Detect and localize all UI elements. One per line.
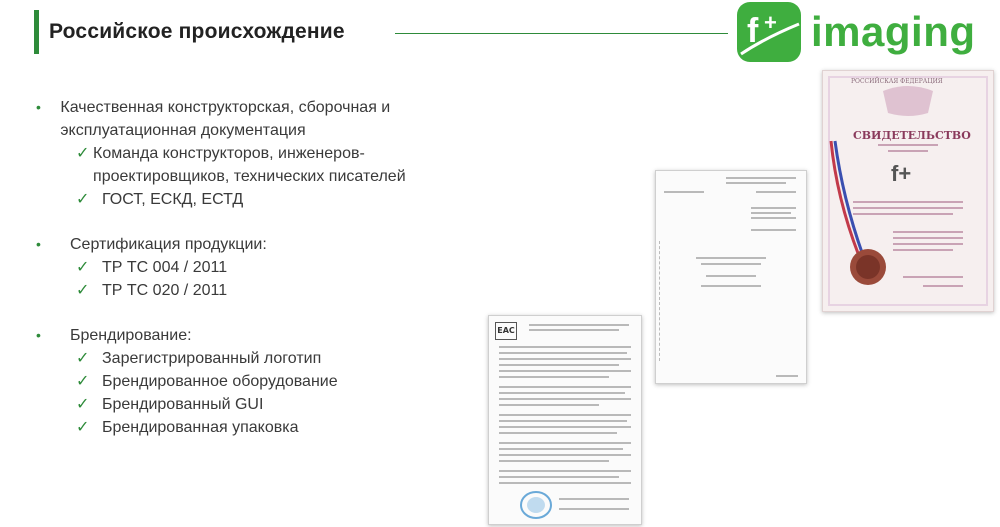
emblem-icon bbox=[883, 86, 933, 116]
section-label: Сертификация продукции: bbox=[70, 236, 267, 253]
eac-mark-icon: ЕАС bbox=[495, 322, 517, 340]
section-label: Качественная конструкторская, сборочная и эксплуатационная документация bbox=[60, 99, 391, 139]
doc-text-line bbox=[499, 414, 631, 416]
doc-text-line bbox=[726, 182, 786, 184]
blue-stamp-icon bbox=[519, 490, 553, 520]
certificate-art bbox=[823, 71, 993, 311]
check-mark-icon: ✓ bbox=[76, 145, 90, 162]
section-branding bbox=[36, 324, 476, 439]
doc-text-line bbox=[751, 217, 796, 219]
sub-list-item bbox=[36, 347, 476, 370]
check-mark-icon: ✓ bbox=[76, 419, 90, 436]
doc-text-line bbox=[499, 392, 625, 394]
section-label: Брендирование: bbox=[70, 327, 192, 344]
sub-item-label: ТР ТС 020 / 2011 bbox=[102, 282, 228, 299]
doc-text-line bbox=[499, 398, 631, 400]
sub-list-item bbox=[36, 393, 476, 416]
doc-text-line bbox=[499, 476, 619, 478]
check-mark-icon: ✓ bbox=[76, 396, 90, 413]
title-divider bbox=[395, 33, 728, 34]
doc-text-line bbox=[559, 508, 629, 510]
doc-text-line bbox=[529, 329, 619, 331]
technical-document bbox=[655, 170, 807, 384]
doc-text-line bbox=[499, 386, 631, 388]
check-mark-icon: ✓ bbox=[76, 350, 90, 367]
trademark-certificate-document bbox=[822, 70, 994, 312]
bullet-dot-icon: • bbox=[36, 236, 41, 252]
list-item bbox=[36, 96, 476, 142]
sub-item-label: Брендированный GUI bbox=[102, 396, 264, 413]
sub-item-label: Брендированная упаковка bbox=[102, 419, 299, 436]
check-mark-icon: ✓ bbox=[76, 373, 90, 390]
doc-text-line bbox=[499, 364, 619, 366]
certificate-logo-mark: f+ bbox=[891, 161, 912, 186]
title-bar bbox=[34, 10, 345, 54]
imaging-logo bbox=[737, 2, 976, 62]
doc-text-line bbox=[499, 460, 609, 462]
sub-list-item bbox=[36, 416, 476, 439]
doc-text-line bbox=[751, 212, 791, 214]
content-list bbox=[36, 96, 476, 461]
check-mark-icon: ✓ bbox=[76, 259, 90, 276]
list-item bbox=[36, 233, 476, 256]
check-mark-icon: ✓ bbox=[76, 282, 90, 299]
f-plus-logo-icon bbox=[737, 2, 801, 62]
list-item bbox=[36, 324, 476, 347]
eac-declaration-document bbox=[488, 315, 642, 525]
doc-text-line bbox=[499, 470, 631, 472]
doc-text-line bbox=[499, 432, 617, 434]
doc-text-line bbox=[751, 207, 796, 209]
sub-item-label: ГОСТ, ЕСКД, ЕСТД bbox=[102, 191, 244, 208]
doc-text-line bbox=[499, 442, 631, 444]
doc-text-line bbox=[499, 358, 631, 360]
section-certification bbox=[36, 233, 476, 302]
logo-wordmark: imaging bbox=[811, 8, 976, 55]
sub-list-item bbox=[36, 256, 476, 279]
certificate-title: СВИДЕТЕЛЬСТВО bbox=[853, 129, 971, 142]
doc-text-line bbox=[559, 498, 629, 500]
bullet-dot-icon: • bbox=[36, 327, 41, 343]
doc-text-line bbox=[499, 376, 609, 378]
sub-list-item bbox=[36, 188, 476, 211]
doc-text-line bbox=[701, 285, 761, 287]
doc-text-line bbox=[499, 404, 599, 406]
sub-list-item bbox=[36, 279, 476, 302]
sub-item-label: Зарегистрированный логотип bbox=[102, 350, 322, 367]
doc-margin-line bbox=[659, 241, 661, 361]
logo-mark-plus: + bbox=[764, 10, 777, 35]
doc-text-line bbox=[776, 375, 798, 377]
sub-item-label: ТР ТС 004 / 2011 bbox=[102, 259, 228, 276]
doc-text-line bbox=[529, 324, 629, 326]
doc-text-line bbox=[726, 177, 796, 179]
doc-text-line bbox=[696, 257, 766, 259]
sub-list-item bbox=[36, 370, 476, 393]
doc-text-line bbox=[499, 426, 631, 428]
sub-list-item bbox=[36, 142, 476, 188]
doc-text-line bbox=[499, 454, 631, 456]
doc-text-line bbox=[499, 482, 631, 484]
sub-item-label: Команда конструкторов, инженеров-проектировщиков, технических писателей bbox=[93, 145, 406, 185]
logo-mark-f: f bbox=[747, 12, 759, 50]
doc-text-line bbox=[499, 346, 631, 348]
doc-text-line bbox=[499, 448, 623, 450]
doc-text-line bbox=[701, 263, 761, 265]
doc-text-line bbox=[756, 191, 796, 193]
doc-text-line bbox=[706, 275, 756, 277]
bullet-dot-icon: • bbox=[36, 99, 41, 115]
doc-text-line bbox=[499, 352, 627, 354]
check-mark-icon: ✓ bbox=[76, 191, 90, 208]
doc-text-line bbox=[499, 370, 631, 372]
doc-text-line bbox=[751, 229, 796, 231]
sub-item-label: Брендированное оборудование bbox=[102, 373, 338, 390]
doc-text-line bbox=[499, 420, 627, 422]
page-title: Российское происхождение bbox=[49, 20, 345, 43]
certificate-country: РОССИЙСКАЯ ФЕДЕРАЦИЯ bbox=[851, 78, 943, 85]
section-documentation bbox=[36, 96, 476, 211]
doc-text-line bbox=[664, 191, 704, 193]
